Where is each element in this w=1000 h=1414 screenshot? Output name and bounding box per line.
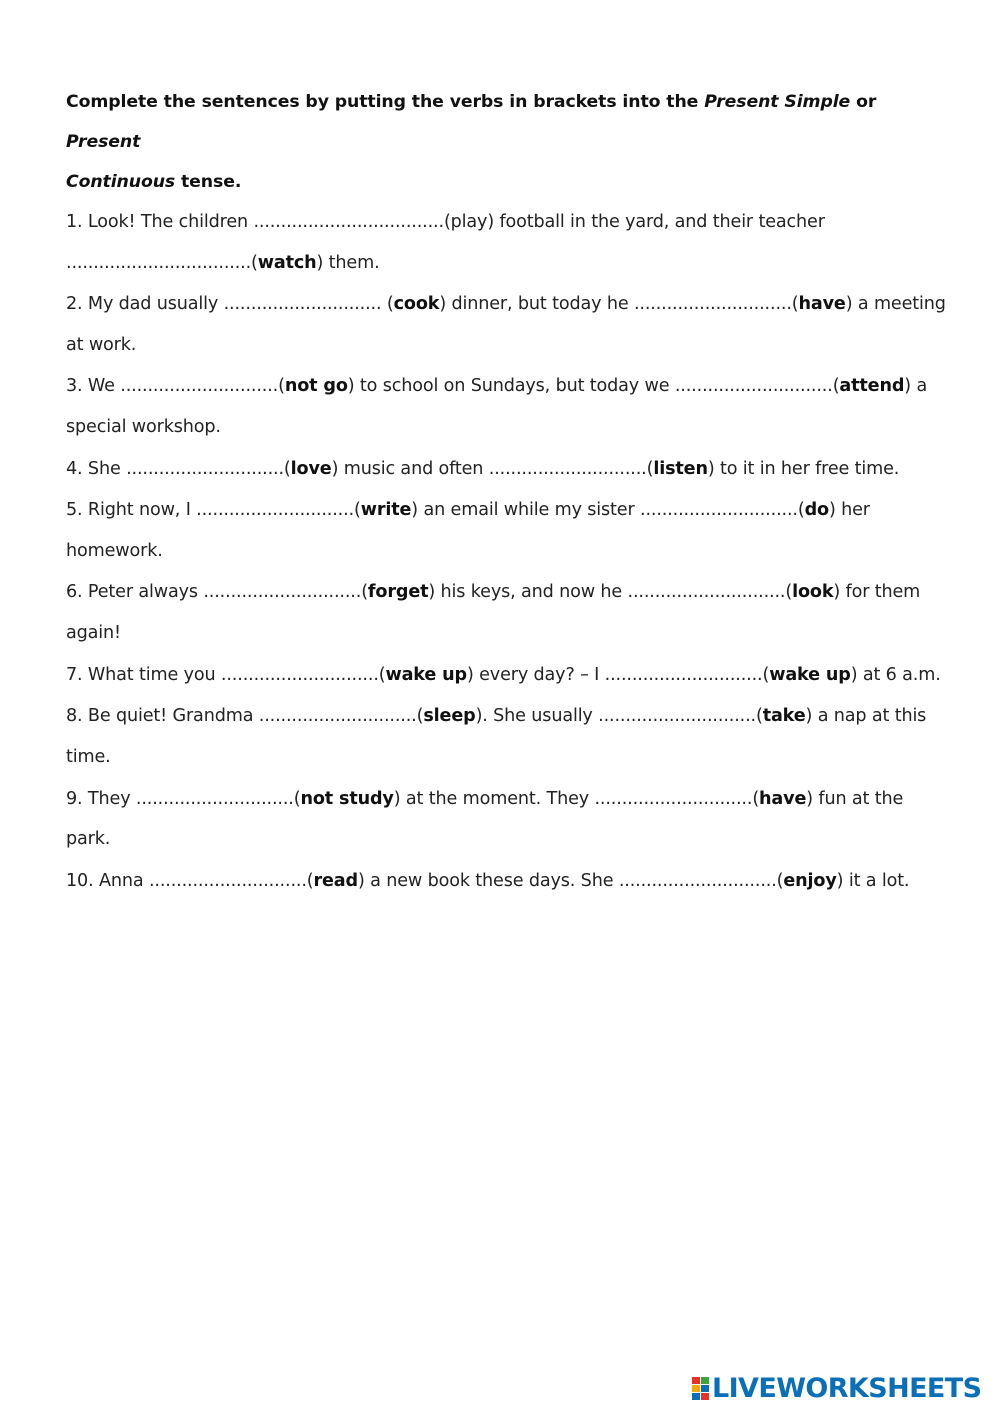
exercise-item: 7. What time you .............................(wake up) every day? – I .............................(wake up) at 6 a.m. bbox=[66, 664, 941, 685]
answer-blank-2[interactable]: ............................. bbox=[633, 294, 792, 315]
sentence-tail: a nap at this time. bbox=[66, 706, 927, 767]
instructions bbox=[66, 82, 946, 202]
sentence-middle: to school on Sundays, but today we bbox=[354, 376, 675, 397]
answer-blank-1[interactable]: ............................. bbox=[223, 294, 387, 315]
exercise-item: 4. She .............................(love) music and often .............................(listen) to it in her free time. bbox=[66, 458, 900, 479]
sentence-lead: 10. Anna bbox=[66, 870, 149, 891]
sentence-lead: 7. What time you bbox=[66, 664, 221, 685]
worksheet-page bbox=[66, 82, 946, 902]
liveworksheets-logo bbox=[692, 1374, 981, 1404]
verb-prompt-2: do bbox=[804, 500, 829, 521]
sentence-tail: a special workshop. bbox=[66, 376, 928, 437]
answer-blank-2[interactable]: .................................. bbox=[66, 252, 252, 273]
sentence-lead: 9. They bbox=[66, 788, 136, 809]
sentence-lead: 3. We bbox=[66, 376, 121, 397]
answer-blank-2[interactable]: ............................. bbox=[618, 870, 777, 891]
tense-present-simple: Present Simple bbox=[704, 92, 851, 112]
verb-prompt-1: not study bbox=[300, 788, 394, 809]
sentence-tail: it a lot. bbox=[843, 870, 910, 891]
answer-blank-1[interactable]: ............................. bbox=[148, 870, 307, 891]
verb-prompt-1: write bbox=[360, 500, 412, 521]
answer-blank-1[interactable]: ............................. bbox=[135, 788, 294, 809]
instruction-end: tense. bbox=[175, 172, 242, 192]
tense-present-continuous-b: Continuous bbox=[66, 172, 176, 192]
verb-prompt-2: take bbox=[762, 706, 806, 727]
sentence-tail: fun at the park. bbox=[66, 788, 904, 849]
sentence-middle: his keys, and now he bbox=[435, 582, 628, 603]
verb-prompt-1: forget bbox=[367, 582, 429, 603]
verb-prompt-1: not go bbox=[284, 376, 348, 397]
answer-blank-1[interactable]: ............................. bbox=[126, 458, 284, 479]
sentence-tail: to it in her free time. bbox=[714, 458, 900, 479]
sentence-tail: her homework. bbox=[66, 500, 870, 561]
sentence-lead: 8. Be quiet! Grandma bbox=[66, 706, 259, 727]
answer-blank-2[interactable]: ............................. bbox=[598, 706, 756, 727]
answer-blank-2[interactable]: ............................. bbox=[674, 376, 833, 397]
verb-prompt-1: read bbox=[313, 870, 358, 891]
sentence-middle: a new book these days. She bbox=[364, 870, 619, 891]
answer-blank-1[interactable]: ............................. bbox=[196, 500, 355, 521]
tense-present-continuous-a: Present bbox=[66, 132, 141, 152]
sentence-lead: 5. Right now, I bbox=[66, 500, 197, 521]
verb-prompt-1: cook bbox=[393, 294, 440, 315]
answer-blank-2[interactable]: ............................. bbox=[627, 582, 786, 603]
answer-blank-1[interactable]: ............................. bbox=[203, 582, 362, 603]
exercise-item: 2. My dad usually ............................. (cook) dinner, but today he .............................(have) a meeting at work. bbox=[66, 294, 946, 355]
sentence-tail: at 6 a.m. bbox=[857, 664, 941, 685]
instruction-text: Complete the sentences by putting the verbs in brackets into the bbox=[66, 92, 705, 112]
exercise-item: 9. They .............................(not study) at the moment. They .............................(have) fun at the park. bbox=[66, 788, 904, 849]
sentence-tail: a meeting at work. bbox=[66, 294, 946, 355]
verb-prompt-2: enjoy bbox=[783, 870, 837, 891]
sentence-lead: 2. My dad usually bbox=[66, 294, 224, 315]
verb-prompt-2: have bbox=[759, 788, 807, 809]
sentence-tail: them. bbox=[323, 252, 380, 273]
sentence-middle: at the moment. They bbox=[400, 788, 595, 809]
answer-blank-2[interactable]: ............................. bbox=[488, 458, 647, 479]
sentence-tail: for them again! bbox=[66, 582, 921, 643]
verb-prompt-2: look bbox=[792, 582, 834, 603]
answer-blank-1[interactable]: ............................. bbox=[120, 376, 279, 397]
sentence-middle: an email while my sister bbox=[418, 500, 640, 521]
exercise-item: 1. Look! The children ...................................(play) football in the yard, and their teacher ..................................(watch) them. bbox=[66, 212, 825, 273]
answer-blank-2[interactable]: ............................. bbox=[640, 500, 798, 521]
answer-blank-1[interactable]: ............................. bbox=[220, 664, 379, 685]
verb-prompt-1: sleep bbox=[423, 706, 476, 727]
answer-blank-2[interactable]: ............................. bbox=[594, 788, 753, 809]
sentence-middle: every day? – I bbox=[473, 664, 605, 685]
verb-prompt-2: watch bbox=[257, 252, 317, 273]
sentence-middle: football in the yard, and their teacher bbox=[494, 212, 825, 232]
answer-blank-2[interactable]: ............................. bbox=[604, 664, 763, 685]
exercise-item: 6. Peter always .............................(forget) his keys, and now he .............................(look) for them again! bbox=[66, 582, 921, 643]
liveworksheets-logo-icon bbox=[692, 1377, 710, 1401]
exercise-list bbox=[66, 202, 946, 901]
sentence-lead: 6. Peter always bbox=[66, 582, 204, 603]
exercise-item: 10. Anna .............................(read) a new book these days. She .............................(enjoy) it a lot. bbox=[66, 870, 910, 891]
exercise-item: 8. Be quiet! Grandma .............................(sleep). She usually .............................(take) a nap at this time. bbox=[66, 706, 927, 767]
verb-prompt-2: have bbox=[798, 294, 846, 315]
sentence-middle: . She usually bbox=[482, 706, 599, 727]
instruction-or: or bbox=[850, 92, 877, 112]
answer-blank-1[interactable]: ............................. bbox=[258, 706, 417, 727]
verb-prompt-1: play bbox=[450, 212, 488, 232]
exercise-item: 5. Right now, I .............................(write) an email while my sister .............................(do) her homework. bbox=[66, 500, 870, 561]
verb-prompt-1: love bbox=[290, 458, 332, 479]
verb-prompt-2: attend bbox=[839, 376, 905, 397]
sentence-middle: dinner, but today he bbox=[446, 294, 634, 315]
sentence-middle: music and often bbox=[338, 458, 489, 479]
sentence-lead: 4. She bbox=[66, 458, 127, 479]
verb-prompt-2: wake up bbox=[769, 664, 851, 685]
sentence-lead: 1. Look! The children bbox=[66, 212, 254, 232]
exercise-item: 3. We .............................(not go) to school on Sundays, but today we .............................(attend) a special workshop. bbox=[66, 376, 928, 437]
liveworksheets-brand: LIVEWORKSHEETS bbox=[712, 1373, 982, 1404]
verb-prompt-1: wake up bbox=[385, 664, 467, 685]
verb-prompt-2: listen bbox=[653, 458, 708, 479]
answer-blank-1[interactable]: ................................... bbox=[253, 212, 444, 232]
